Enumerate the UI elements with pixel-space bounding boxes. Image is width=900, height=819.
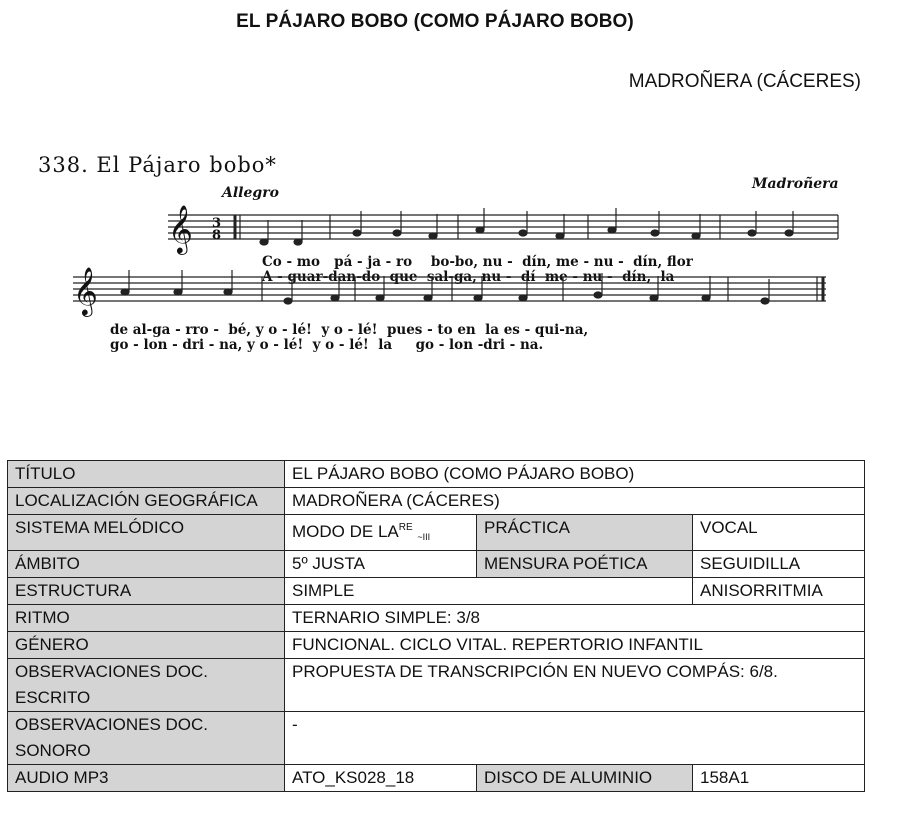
ambito-value: 5º JUSTA [285,551,477,578]
sistema-value-sup: RE [398,522,413,533]
document-title: EL PÁJARO BOBO (COMO PÁJARO BOBO) [236,11,634,32]
disco-label: DISCO DE ALUMINIO [477,765,693,792]
localizacion-value: MADROÑERA (CÁCERES) [285,488,865,515]
table-row [8,659,865,712]
mensura-value: SEGUIDILLA [693,551,865,578]
score-place: Madroñera [752,176,839,192]
lyrics-line-2a: de al-ga - rro - bé, y o - lé! y o - lé! pues - to en la es - qui-na, [110,322,589,338]
audio-value: ATO_KS028_18 [285,765,477,792]
disco-value: 158A1 [693,765,865,792]
obs-escrito-label [8,659,285,712]
treble-clef-icon: 𝄞 [73,266,98,315]
score-title: 338. El Pájaro bobo* [38,153,277,177]
treble-clef-icon: 𝄞 [168,204,193,253]
sistema-label: SISTEMA MELÓDICO [8,515,285,551]
genero-value: FUNCIONAL. CICLO VITAL. REPERTORIO INFANTIL [285,632,865,659]
genero-label: GÉNERO [8,632,285,659]
obs-sonoro-label [8,712,285,765]
lyrics-line-2b: go - lon - dri - na, y o - lé! y o - lé! la go - lon -dri - na. [110,337,544,353]
lyrics-line-1b: A - guar-dan-do que sal-ga, nu - dí me - nu - dín, la [262,269,675,285]
obs-escrito-label-line-2: ESCRITO [15,688,91,707]
ambito-label: ÁMBITO [8,551,285,578]
titulo-value: EL PÁJARO BOBO (COMO PÁJARO BOBO) [285,461,865,488]
estructura-label: ESTRUCTURA [8,578,285,605]
table-row [8,712,865,765]
obs-sonoro-label-line-2: SONORO [15,741,91,760]
localizacion-label: LOCALIZACIÓN GEOGRÁFICA [8,488,285,515]
table-row [8,488,865,515]
table-row [8,551,865,578]
sistema-value-sub: ~III [417,532,431,542]
obs-sonoro-value: - [285,712,865,765]
obs-sonoro-label-line-1: OBSERVACIONES DOC. [15,715,209,734]
metadata-table [7,460,865,792]
obs-escrito-label-line-1: OBSERVACIONES DOC. [15,662,209,681]
table-row [8,765,865,792]
music-score-image [0,140,900,375]
table-row [8,461,865,488]
practica-value: VOCAL [693,515,865,551]
svg-text:8: 8 [212,228,222,243]
lyrics-line-1a: Co - mo pá - ja - ro bo-bo, nu - dín, me - nu - dín, flor [262,254,693,270]
obs-escrito-value: PROPUESTA DE TRANSCRIPCIÓN EN NUEVO COMPÁS: 6/8. [285,659,865,712]
score-tempo: Allegro [222,185,279,201]
table-row [8,632,865,659]
sistema-value [285,515,477,551]
ritmo-label: RITMO [8,605,285,632]
ritmo-value: TERNARIO SIMPLE: 3/8 [285,605,865,632]
audio-label: AUDIO MP3 [8,765,285,792]
table-row [8,515,865,551]
table-row [8,605,865,632]
mensura-label: MENSURA POÉTICA [477,551,693,578]
estructura-value: SIMPLE [285,578,693,605]
practica-label: PRÁCTICA [477,515,693,551]
time-signature: 3 [212,216,222,231]
location-heading: MADROÑERA (CÁCERES) [628,71,861,92]
estructura-extra: ANISORRITMIA [693,578,865,605]
titulo-label: TÍTULO [8,461,285,488]
table-row [8,578,865,605]
sistema-value-base: MODO DE LA [292,522,399,541]
